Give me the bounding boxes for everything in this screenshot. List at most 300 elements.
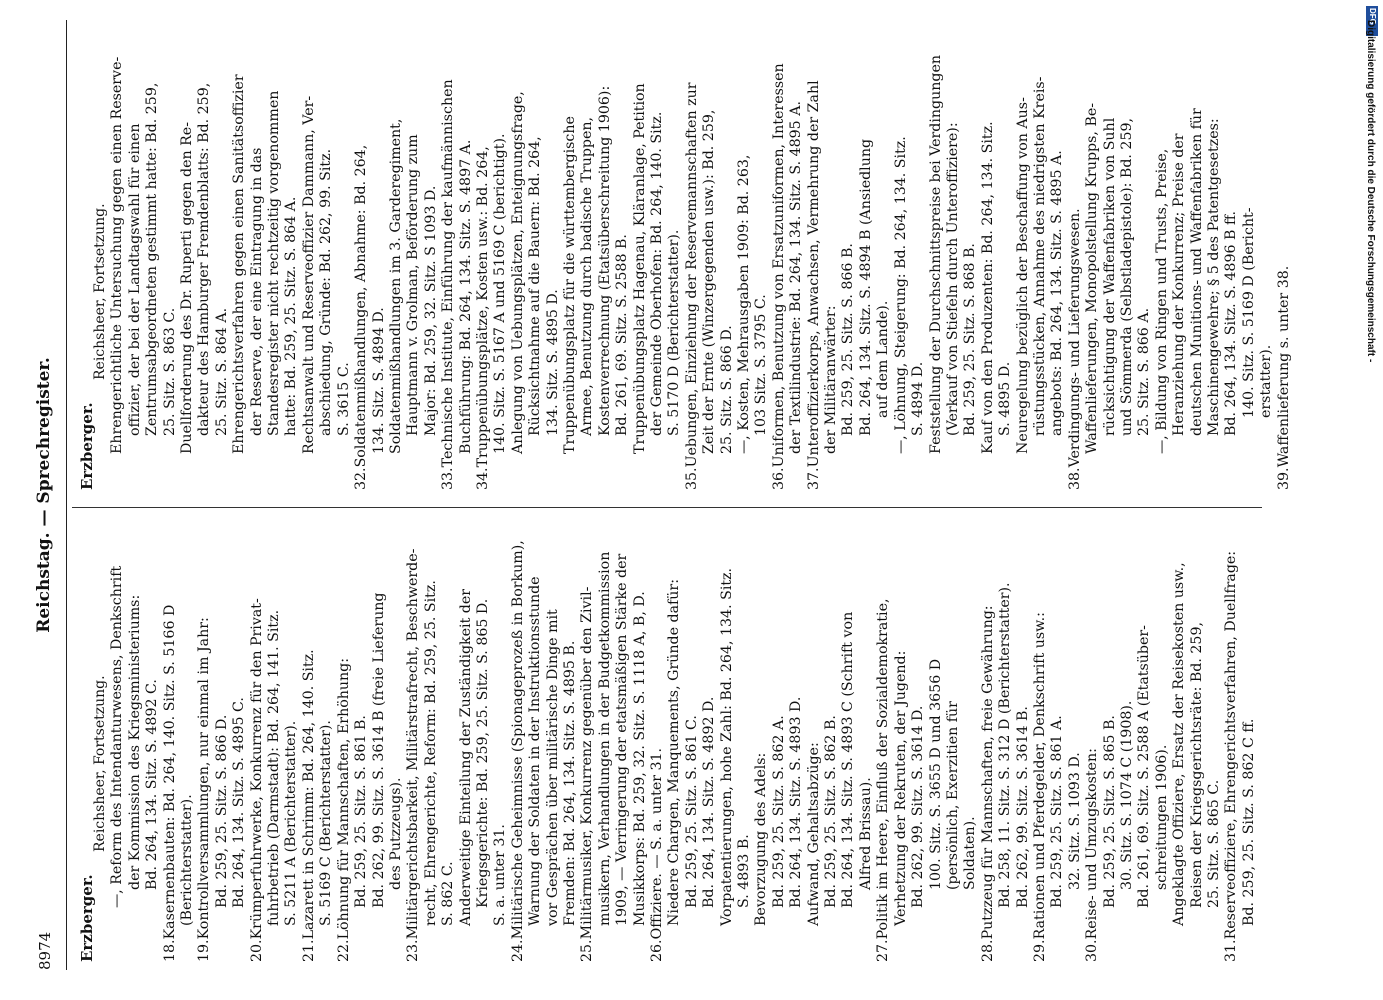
line-text: S. 862 C. — [440, 861, 457, 926]
index-line — [1241, 517, 1258, 962]
index-line — [597, 45, 614, 490]
index-line — [475, 45, 492, 490]
index-line — [527, 45, 544, 490]
index-line — [806, 45, 823, 490]
index-line — [945, 45, 962, 490]
index-line — [632, 45, 649, 490]
left-entries — [109, 517, 1258, 962]
line-text: offizier, der bei der Landtagswahl für einen — [126, 123, 143, 436]
index-line — [579, 45, 596, 490]
index-line — [736, 517, 753, 962]
line-text: Politik im Heere, Einfluß der Sozialdemokratie, — [875, 598, 892, 940]
line-text: Truppenübungsplätze, Kosten usw.: Bd. 264, — [474, 146, 491, 468]
index-line — [545, 45, 562, 490]
entry-number: 31. — [1223, 939, 1240, 962]
credit-text: Digitalisierung gefördert durch die Deutsche Forschungsgemeinschaft - — [1365, 20, 1376, 363]
line-text: 25. Sitz. S. 863 C. — [161, 307, 178, 436]
line-text: der Reserve, der eine Eintragung in das — [248, 147, 265, 436]
index-line — [371, 45, 388, 490]
index-line — [405, 517, 422, 962]
entry-number: 37. — [805, 467, 822, 490]
index-line — [545, 517, 562, 962]
index-line — [1067, 45, 1084, 490]
index-line — [562, 45, 579, 490]
index-line — [196, 517, 213, 962]
entry-number: 34. — [474, 467, 491, 490]
index-line — [492, 45, 509, 490]
line-text: 1909, — Verringerung der etatsmäßigen Stärke der — [614, 553, 631, 926]
line-text: 140. Sitz. S. 5169 D (Bericht- — [1240, 207, 1257, 418]
line-text: Feststellung der Durchschnittspreise bei Verdingungen — [927, 55, 944, 454]
index-line — [962, 45, 979, 490]
index-line — [301, 45, 318, 490]
line-text: auf dem Lande). — [875, 300, 892, 418]
line-text: —, Kosten, Mehrausgaben 1909: Bd. 263, — [736, 154, 753, 454]
index-line — [597, 517, 614, 962]
index-line — [405, 45, 422, 490]
index-line — [1015, 45, 1032, 490]
index-line — [980, 45, 997, 490]
line-text: rücksichtigung der Waffenfabriken von Suhl — [1101, 117, 1118, 436]
entry-number: 32. — [353, 467, 370, 490]
line-text: 25. Sitz. S. 866 A. — [1136, 307, 1153, 436]
line-text: vor Gesprächen über militärische Dinge mit — [544, 609, 561, 926]
index-line — [249, 45, 266, 490]
line-text: der Gemeinde Oberhofen: Bd. 264, 140. Sitz. — [649, 111, 665, 436]
index-line — [162, 45, 179, 490]
index-line — [109, 517, 126, 962]
left-column — [92, 517, 1262, 962]
line-text: Ehrengerichtsverfahren gegen einen Sanitätsoffizier — [231, 74, 248, 454]
entry-number: 28. — [979, 939, 996, 962]
index-line — [858, 45, 875, 490]
line-text: Armee, Benutzung durch badische Truppen, — [579, 116, 596, 436]
index-line — [1015, 517, 1032, 962]
index-line — [1049, 517, 1066, 962]
index-line — [719, 45, 736, 490]
line-text: Lazarett in Schrimm: Bd. 264, 140. Sitz. — [300, 649, 317, 940]
index-line — [492, 517, 509, 962]
entry-number: 35. — [683, 467, 700, 490]
line-text: Reisen der Kriegsgerichtsräte: Bd. 259, — [1188, 622, 1205, 908]
line-text: Verhetzung der Rekruten, der Jugend: — [892, 650, 909, 926]
index-line — [318, 45, 335, 490]
line-text: 30. Sitz. S. 1074 C (1908). — [1118, 700, 1135, 890]
index-line — [144, 517, 161, 962]
line-text: 140. Sitz. S. 5167 A und 5169 C (berichtigt). — [492, 133, 509, 454]
line-text: Musikkorps: Bd. 259, 32. Sitz. S. 1118 A, B, D. — [631, 591, 648, 926]
line-text: Alfred Brissau). — [857, 777, 874, 890]
entry-number: 30. — [1084, 939, 1101, 962]
line-text: Reserveoffiziere, Ehrengerichtsverfahren, Duellfrage: — [1223, 550, 1240, 940]
line-text: 25. Sitz. S. 864 A. — [213, 307, 230, 436]
line-text: Militärgerichtsbarkeit, Militärstrafrecht, Beschwerde- — [405, 548, 422, 940]
index-line — [840, 45, 857, 490]
index-line — [666, 517, 683, 962]
index-line — [614, 45, 631, 490]
line-text: Anlegung von Uebungsplätzen, Enteignungsfrage, — [509, 91, 526, 454]
page-number: 8974 — [36, 931, 54, 970]
line-text: Bd. 264, 134. Sitz. S. 4895 C. — [231, 697, 248, 908]
index-line — [440, 45, 457, 490]
line-text: Kauf von den Produzenten: Bd. 264, 134. Sitz. — [979, 121, 996, 454]
line-text: Standesregister nicht rechtzeitig vorgenommen — [266, 90, 283, 436]
index-line — [1223, 45, 1240, 490]
line-text: Kriegsgerichte: Bd. 259, 25. Sitz. S. 865 D. — [474, 598, 491, 908]
index-line — [144, 45, 161, 490]
index-line — [283, 45, 300, 490]
entry-number: 24. — [509, 939, 526, 962]
line-text: S. 4894 D. — [910, 361, 927, 436]
entry-number: 25. — [579, 939, 596, 962]
entry-number: 19. — [196, 939, 213, 962]
index-line — [423, 517, 440, 962]
index-line — [1084, 517, 1101, 962]
line-text: —, Bildung von Ringen und Trusts, Preise, — [1153, 148, 1170, 454]
right-entries — [109, 45, 1293, 490]
line-text: S. a. unter 31. — [492, 824, 509, 926]
index-line — [301, 517, 318, 962]
line-text: Bd. 261, 69. Sitz. S. 2588 B. — [614, 234, 631, 436]
index-line — [579, 517, 596, 962]
line-text: Bd. 259, 25. Sitz. S. 862 B. — [823, 715, 840, 908]
index-line — [858, 517, 875, 962]
line-text: Ehrengerichtliche Untersuchung gegen einen Reserve- — [109, 56, 126, 454]
index-line — [388, 517, 405, 962]
line-text: 25. Sitz. S. 866 D. — [718, 325, 735, 454]
line-text: Uniformen, Benutzung von Ersatzuniformen, Interessen — [770, 63, 787, 468]
index-line — [1223, 517, 1240, 962]
index-line — [823, 45, 840, 490]
left-keyword: Erzberger. — [78, 874, 96, 962]
line-text: Bd. 261, 69. Sitz. S. 2588 A (Etatsüber- — [1136, 625, 1153, 908]
index-line — [266, 517, 283, 962]
line-text: Waffenlieferung s. unter 38. — [1275, 265, 1292, 468]
index-line — [1102, 517, 1119, 962]
right-column — [92, 45, 1292, 490]
index-line — [1154, 517, 1171, 962]
line-text: Kostenverrechnung (Etatsüberschreitung 1906): — [596, 85, 613, 436]
line-text: Soldatenmißhandlungen im 3. Garderegiment, — [387, 118, 404, 454]
index-line — [336, 517, 353, 962]
line-text: (Berichterstatter). — [179, 794, 196, 926]
entry-number: 38. — [1066, 467, 1083, 490]
line-text: Major: Bd. 259, 32. Sitz. S 1093 D. — [422, 185, 439, 436]
line-text: —, Löhnung, Steigerung: Bd. 264, 134. Sitz. — [892, 136, 909, 454]
index-line — [283, 517, 300, 962]
line-text: Bd. 264, 134. Sitz. S. 4892 D. — [701, 696, 718, 908]
line-text: Bd. 259, 25. Sitz. S. 862 C ff. — [1240, 718, 1257, 926]
line-text: Verdingungs- und Lieferungswesen. — [1066, 208, 1083, 468]
index-line — [719, 517, 736, 962]
line-text: Niedere Chargen, Manquements, Gründe dafür: — [666, 579, 683, 926]
index-line — [266, 45, 283, 490]
line-text: Krümperfuhrwerke, Konkurrenz für den Privat- — [248, 598, 265, 940]
index-line — [910, 517, 927, 962]
entry-number: 20. — [248, 939, 265, 962]
index-line — [475, 517, 492, 962]
index-line — [1276, 45, 1293, 490]
left-continued-label: Reichsheer, Fortsetzung. — [92, 675, 108, 852]
index-line — [1084, 45, 1101, 490]
index-line — [458, 45, 475, 490]
line-text: schreitungen 1906). — [1153, 744, 1170, 890]
index-line — [928, 517, 945, 962]
index-line — [771, 45, 788, 490]
index-line — [1032, 517, 1049, 962]
line-text: 25. Sitz. S. 865 C. — [1206, 779, 1222, 908]
line-text: der Textilindustrie: Bd. 264, 134. Sitz. S. 4895 A. — [788, 101, 805, 454]
index-line — [1171, 517, 1188, 962]
line-text: Hauptmann v. Grolman, Beförderung zum — [405, 134, 422, 436]
line-text: Löhnung für Mannschaften, Erhöhung: — [335, 657, 352, 940]
index-line — [875, 517, 892, 962]
line-text: S. 5170 D (Berichterstatter). — [666, 229, 683, 436]
line-text: Zentrumsabgeordneten gestimmt hatte: Bd. 259, — [144, 82, 161, 436]
line-text: Buchführung: Bd. 264, 134. Sitz. S. 4897 A. — [457, 139, 474, 454]
line-text: —, Reform des Intendanturwesens, Denkschrift — [109, 565, 126, 908]
line-text: Uebungen, Einziehung der Reservemannschaften zur — [683, 82, 700, 468]
index-line — [1067, 517, 1084, 962]
entry-number: 22. — [335, 939, 352, 962]
index-line — [997, 45, 1014, 490]
line-text: S. 5169 C (Berichterstatter). — [318, 720, 335, 926]
index-line — [788, 517, 805, 962]
index-line — [179, 517, 196, 962]
line-text: angebots: Bd. 264, 134. Sitz. S. 4895 A. — [1049, 150, 1066, 436]
line-text: Truppenübungsplatz Hagenau, Kläranlage, Petition — [631, 83, 648, 454]
index-line — [1049, 45, 1066, 490]
entry-number: 23. — [405, 939, 422, 962]
index-line — [893, 517, 910, 962]
line-text: Bd. 264, 134. Sitz. S. 4893 C (Schrift von — [840, 611, 857, 908]
index-line — [231, 45, 248, 490]
index-line — [910, 45, 927, 490]
entry-number: 26. — [649, 939, 665, 962]
index-line — [1189, 45, 1206, 490]
line-text: Warnung der Soldaten in der Instruktionsstunde — [527, 576, 544, 926]
line-text: der Militäranwärter: — [823, 305, 840, 454]
line-text: Neuregelung bezüglich der Beschaffung von Aus- — [1014, 97, 1031, 454]
index-line — [997, 517, 1014, 962]
index-line — [249, 517, 266, 962]
line-text: erstatter). — [1258, 344, 1275, 418]
line-text: Bd. 262, 99. Sitz. S. 3614 D. — [910, 705, 927, 908]
index-line — [318, 517, 335, 962]
line-text: Zeit der Ernte (Winzergegenden usw.): Bd. 259, — [701, 109, 718, 454]
line-text: Bd. 259, 25. Sitz. S. 868 B. — [962, 243, 979, 436]
line-text: S. 4893 B. — [736, 834, 753, 908]
index-line — [666, 45, 683, 490]
line-text: S. 3615 C. — [335, 362, 352, 436]
header-rule — [66, 20, 67, 970]
line-text: Rücksichtnahme auf die Bauern: Bd. 264, — [527, 136, 544, 436]
line-text: Bd. 264, 134. Sitz. S. 4892 C. — [144, 679, 161, 890]
index-line — [806, 517, 823, 962]
line-text: Bd. 258, 11. Sitz. S. 312 D (Berichterstatter). — [997, 582, 1014, 908]
index-line — [231, 517, 248, 962]
index-line — [945, 517, 962, 962]
index-line — [562, 517, 579, 962]
line-text: S. 5211 A (Berichterstatter). — [283, 720, 300, 926]
line-text: Soldatenmißhandlungen, Abnahme: Bd. 264, — [353, 144, 370, 468]
line-text: Putzzeug für Mannschaften, freie Gewährung: — [979, 605, 996, 940]
index-line — [823, 517, 840, 962]
line-text: (Verkauf von Stiefeln durch Unteroffiziere): — [944, 122, 961, 436]
line-text: recht, Ehrengerichte, Reform: Bd. 259, 25. Sitz. — [422, 580, 439, 926]
index-line — [962, 517, 979, 962]
index-line — [1189, 517, 1206, 962]
line-text: Waffenlieferungen, Monopolstellung Krupps, Be- — [1084, 102, 1101, 454]
line-text: Anderweitige Einteilung der Zuständigkeit der — [457, 588, 474, 926]
line-text: dakteur des Hamburger Fremdenblatts: Bd. 259, — [196, 82, 213, 436]
line-text: des Putzzeugs). — [387, 777, 404, 890]
line-text: Kasernenbauten: Bd. 264, 140. Sitz. S. 5166 D — [161, 604, 178, 940]
line-text: Duellforderung des Dr. Ruperti gegen den Re- — [179, 122, 196, 454]
index-line — [1032, 45, 1049, 490]
line-text: 103 Sitz. S. 3795 C. — [753, 294, 770, 436]
line-text: Bd. 259, 25. Sitz. S. 861 C. — [683, 715, 700, 908]
entry-number: 27. — [875, 939, 892, 962]
line-text: Militärmusiker, Konkurrenz gegenüber den Zivil- — [579, 586, 596, 940]
line-text: Technische Institute, Einführung der kaufmännischen — [440, 79, 457, 468]
entry-number: 29. — [1031, 939, 1048, 962]
index-line — [162, 517, 179, 962]
index-line — [1136, 45, 1153, 490]
line-text: (persönlich, Exerzitien für — [944, 701, 961, 890]
index-line — [214, 517, 231, 962]
index-line — [980, 517, 997, 962]
index-line — [440, 517, 457, 962]
index-line — [1136, 517, 1153, 962]
line-text: Bd. 259, 25. Sitz. S. 866 B. — [840, 243, 857, 436]
index-line — [1119, 45, 1136, 490]
index-line — [353, 517, 370, 962]
index-line — [614, 517, 631, 962]
line-text: Bd. 264, 134. Sitz. S. 4893 D. — [788, 696, 805, 908]
index-line — [1206, 517, 1223, 962]
index-line — [214, 45, 231, 490]
column-divider — [72, 507, 1262, 508]
line-text: und Sömmerda (Selbstladepistole): Bd. 259, — [1118, 117, 1135, 436]
index-line — [875, 45, 892, 490]
line-text: der Kommission des Kriegsministeriums: — [126, 594, 143, 890]
entry-number: 36. — [770, 467, 787, 490]
index-line — [649, 517, 666, 962]
line-text: Offiziere. — S. a. unter 31. — [649, 747, 665, 940]
index-line — [1241, 45, 1258, 490]
index-line — [736, 45, 753, 490]
index-line — [701, 517, 718, 962]
line-text: Bd. 259, 25. Sitz. S. 861 B. — [353, 715, 370, 908]
index-line — [127, 45, 144, 490]
line-text: 134. Sitz. S. 4895 D. — [544, 289, 561, 436]
line-text: Bevorzugung des Adels: — [753, 752, 770, 926]
line-text: Bd. 259, 25. Sitz. S. 865 B. — [1101, 715, 1118, 908]
index-line — [353, 45, 370, 490]
index-line — [1154, 45, 1171, 490]
index-line — [701, 45, 718, 490]
line-text: Bd. 262, 99. Sitz. S. 3614 B. — [1014, 706, 1031, 908]
index-line — [840, 517, 857, 962]
line-text: Angeklagte Offiziere, Ersatz der Reisekosten usw., — [1171, 562, 1188, 926]
line-text: rüstungsstücken, Annahme des niedrigsten Kreis- — [1031, 76, 1048, 436]
line-text: Bd. 259, 25. Sitz. S. 862 A. — [770, 715, 787, 908]
line-text: Bd. 264, 134. Sitz. S. 4894 B (Ansiedlung — [857, 138, 874, 436]
index-line — [753, 45, 770, 490]
line-text: Bd. 259, 25. Sitz. S. 861 A. — [1049, 715, 1066, 908]
index-line — [109, 45, 126, 490]
index-line — [632, 517, 649, 962]
index-line — [527, 517, 544, 962]
line-text: Bd. 262, 99. Sitz. S. 3614 B (freie Lieferung — [370, 592, 387, 908]
entry-number: 39. — [1275, 467, 1292, 490]
index-line — [928, 45, 945, 490]
index-line — [684, 45, 701, 490]
right-keyword: Erzberger. — [78, 402, 96, 490]
line-text: 100. Sitz. S. 3655 D und 3656 D — [927, 658, 944, 890]
entry-number: 33. — [440, 467, 457, 490]
index-line — [179, 45, 196, 490]
line-text: Maschinengewehre; § 5 des Patentgesetzes: — [1206, 118, 1222, 436]
line-text: Heranziehung der Konkurrenz; Preise der — [1171, 133, 1188, 436]
line-text: S. 4895 D. — [997, 361, 1014, 436]
index-line — [753, 517, 770, 962]
line-text: Fremden: Bd. 264, 134. Sitz. S. 4895 B. — [561, 640, 578, 926]
line-text: deutschen Munitions- und Waffenfabriken für — [1188, 108, 1205, 436]
line-text: Bd. 259, 25. Sitz. S. 866 D. — [213, 714, 230, 908]
dfg-logo-text: DFG — [1368, 8, 1377, 25]
entry-number: 18. — [161, 939, 178, 962]
index-line — [1171, 45, 1188, 490]
line-text: Bd. 264, 134. Sitz. S. 4896 B ff. — [1223, 210, 1240, 436]
line-text: hatte: Bd. 259, 25. Sitz. S. 864 A. — [283, 196, 300, 436]
index-line — [1206, 45, 1223, 490]
line-text: Truppenübungsplatz für die württembergische — [561, 116, 578, 454]
right-continued-label: Reichsheer, Fortsetzung. — [92, 203, 108, 380]
index-line — [1258, 45, 1275, 490]
index-line — [458, 517, 475, 962]
page-header — [28, 20, 68, 970]
line-text: Rechtsanwalt und Reserveoffizier Dammann, Ver- — [300, 95, 317, 454]
index-line — [893, 45, 910, 490]
line-text: Vorpatentierungen, hohe Zahl: Bd. 264, 134. Sitz. — [718, 567, 735, 926]
index-line — [649, 45, 666, 490]
line-text: Soldaten). — [962, 816, 979, 890]
line-text: abschiedung, Gründe: Bd. 262, 99. Sitz. — [318, 148, 335, 436]
index-line — [510, 45, 527, 490]
index-line — [388, 45, 405, 490]
line-text: Rationen und Pferdegelder, Denkschrift usw.: — [1031, 612, 1048, 940]
index-line — [371, 517, 388, 962]
line-text: musikern, Verhandlungen in der Budgetkommission — [596, 551, 613, 926]
index-line — [684, 517, 701, 962]
index-line — [336, 45, 353, 490]
line-text: Unteroffizierkorps, Anwachsen, Vermehrung der Zahl — [805, 80, 822, 468]
line-text: Reise- und Umzugskosten: — [1084, 748, 1101, 940]
index-line — [423, 45, 440, 490]
index-line — [510, 517, 527, 962]
line-text: Aufwand, Gehaltsabzüge: — [805, 742, 822, 926]
line-text: 134. Sitz. S. 4894 D. — [370, 307, 387, 454]
index-line — [1119, 517, 1136, 962]
index-line — [788, 45, 805, 490]
entry-number: 21. — [300, 939, 317, 962]
line-text: 32. Sitz. S. 1093 D. — [1066, 752, 1083, 890]
index-line — [127, 517, 144, 962]
index-line — [196, 45, 213, 490]
page-title: Reichstag. — Sprechregister. — [34, 357, 54, 633]
